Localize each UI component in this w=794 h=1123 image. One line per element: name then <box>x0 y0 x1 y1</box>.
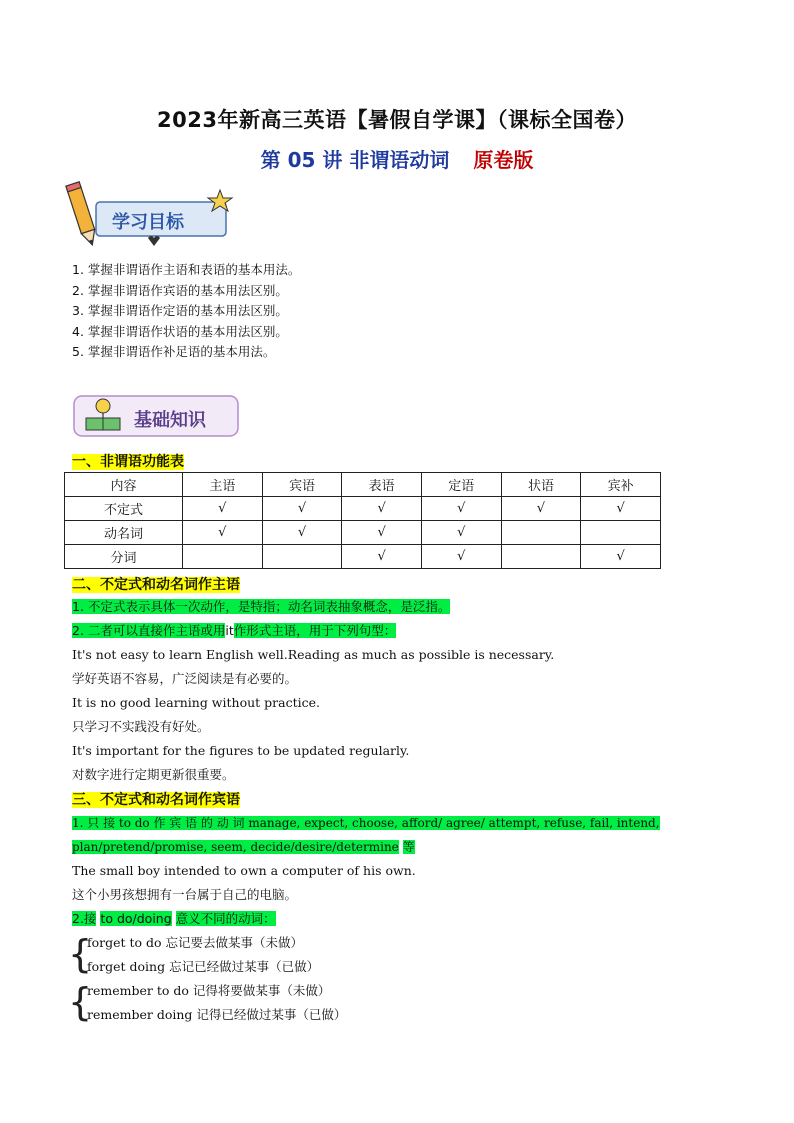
section3-point1-line1: 1. 只 接 to do 作 宾 语 的 动 词 manage, expect, choose, afford/ agree/ attempt, refuse, fail, intend, <box>72 816 660 830</box>
table-cell: √ <box>262 521 342 545</box>
example-translation: 学好英语不容易，广泛阅读是有必要的。 <box>72 671 298 686</box>
section2-point2: 2. 二者可以直接作主语或用it作形式主语，用于下列句型： <box>72 623 397 638</box>
table-cell <box>262 545 342 569</box>
verb-pair-item: forget to do 忘记要去做某事（未做） <box>87 935 304 950</box>
section1-heading: 一、非谓语功能表 <box>72 454 184 470</box>
table-cell: √ <box>581 497 661 521</box>
section2-point1: 1. 不定式表示具体一次动作，是特指；动名词表抽象概念，是泛指。 <box>72 599 451 614</box>
document-title: 2023年新高三英语【暑假自学课】（课标全国卷） <box>157 108 637 132</box>
basics-title: 基础知识 <box>134 410 206 431</box>
function-table <box>64 472 661 569</box>
brace-icon: { <box>68 932 93 976</box>
table-cell: 分词 <box>65 545 183 569</box>
table-cell: √ <box>342 497 422 521</box>
table-cell: √ <box>183 521 263 545</box>
example-translation: 对数字进行定期更新很重要。 <box>72 767 235 782</box>
lecture-name: 第 05 讲 非谓语动词 <box>260 148 450 172</box>
example-translation: 这个小男孩想拥有一台属于自己的电脑。 <box>72 887 298 902</box>
table-cell: 动名词 <box>65 521 183 545</box>
section2-heading: 二、不定式和动名词作主语 <box>72 577 240 593</box>
version-label: 原卷版 <box>473 148 534 172</box>
goals-list <box>72 260 300 363</box>
table-cell <box>501 521 581 545</box>
table-header-cell: 定语 <box>421 473 501 497</box>
example-translation: 只学习不实践没有好处。 <box>72 719 210 734</box>
table-cell: √ <box>421 521 501 545</box>
table-header-cell: 内容 <box>65 473 183 497</box>
table-row <box>65 497 661 521</box>
table-cell <box>501 545 581 569</box>
verb-pair-item: remember doing 记得已经做过某事（已做） <box>87 1007 347 1022</box>
table-cell: √ <box>421 545 501 569</box>
learning-goals-title: 学习目标 <box>112 212 184 233</box>
table-cell <box>581 521 661 545</box>
table-header-row <box>65 473 661 497</box>
section3-point2: 2.接 to do/doing 意义不同的动词： <box>72 911 276 926</box>
example-sentence: It's not easy to learn English well.Reading as much as possible is necessary. <box>72 647 555 662</box>
table-cell: √ <box>421 497 501 521</box>
verb-pair-item: forget doing 忘记已经做过某事（已做） <box>87 959 320 974</box>
section3-point1-line2: plan/pretend/promise, seem, decide/desire/determine 等 <box>72 840 415 854</box>
table-cell: √ <box>501 497 581 521</box>
example-sentence: The small boy intended to own a computer of his own. <box>72 863 416 878</box>
section3-heading: 三、不定式和动名词作宾语 <box>72 792 240 808</box>
verb-pair-item: remember to do 记得将要做某事（未做） <box>87 983 331 998</box>
example-sentence: It is no good learning without practice. <box>72 695 320 710</box>
table-header-cell: 状语 <box>501 473 581 497</box>
goal-item: 2. 掌握非谓语作宾语的基本用法区别。 <box>72 282 288 298</box>
table-row <box>65 545 661 569</box>
goal-item: 5. 掌握非谓语作补足语的基本用法。 <box>72 344 276 360</box>
goal-item: 3. 掌握非谓语作定语的基本用法区别。 <box>72 303 288 319</box>
table-cell: √ <box>342 545 422 569</box>
brace-icon: { <box>68 980 93 1024</box>
table-row <box>65 521 661 545</box>
table-cell: √ <box>342 521 422 545</box>
table-cell: √ <box>262 497 342 521</box>
example-sentence: It's important for the figures to be updated regularly. <box>72 743 410 758</box>
table-cell: √ <box>581 545 661 569</box>
table-cell <box>183 545 263 569</box>
table-cell: √ <box>183 497 263 521</box>
goal-item: 1. 掌握非谓语作主语和表语的基本用法。 <box>72 262 301 277</box>
table-header-cell: 宾语 <box>262 473 342 497</box>
goal-item: 4. 掌握非谓语作状语的基本用法区别。 <box>72 323 288 339</box>
basics-badge <box>72 392 244 442</box>
table-cell: 不定式 <box>65 497 183 521</box>
learning-goals-badge <box>62 180 242 252</box>
table-header-cell: 表语 <box>342 473 422 497</box>
table-header-cell: 宾补 <box>581 473 661 497</box>
lecture-subtitle <box>0 144 794 173</box>
table-header-cell: 主语 <box>183 473 263 497</box>
